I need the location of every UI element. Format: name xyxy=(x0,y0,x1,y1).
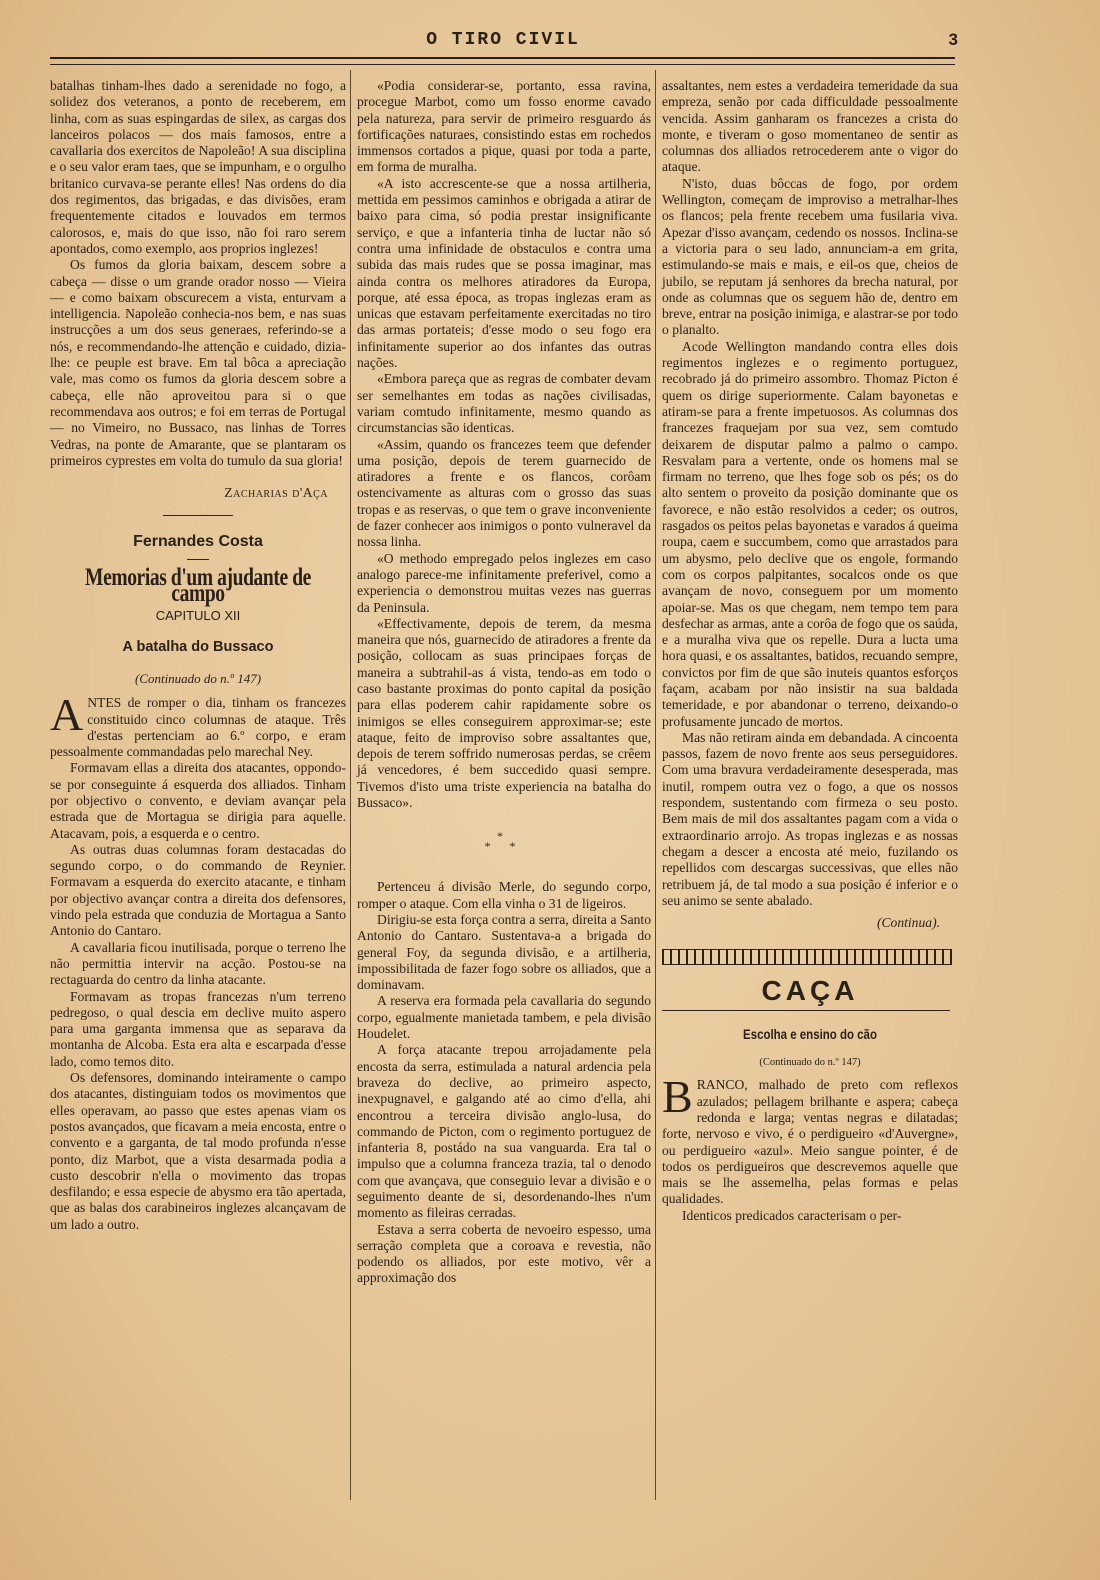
paragraph: A cavallaria ficou inutilisada, porque o terreno lhe não permittia intervir na acção. Postou-se na rectaguarda do centro da linha atacante. xyxy=(50,939,346,988)
asterism-bottom: * * xyxy=(484,839,524,854)
column-1 xyxy=(50,78,346,1233)
section-title: CAÇA xyxy=(761,975,859,1007)
author-divider xyxy=(187,559,209,560)
paragraph: A reserva era formada pela cavallaria do segundo corpo, egualmente manietada tambem, e pela divisão Houdelet. xyxy=(357,993,651,1042)
paragraph: A força atacante trepou arrojadamente pela encosta da serra, estimulada a natural ardencia pela braveza do declive, ao primeiro aspecto, inexpugnavel, e galgando até ao cimo d'ella, ahi encontrou a terceira divisão anglo-lusa, do commando de Picton, com o regimento portuguez de infanteria 8, postádo na sua vanguarda. Era tal o impulso que a columna franceza trazia, tal o denodo com que avançava, que conseguio levar a divisão e o seguimento deante de si, desordenando-lhes n'um momento as fileiras cerradas. xyxy=(357,1042,651,1221)
chapter-title: A batalha do Bussaco xyxy=(122,638,274,655)
paragraph: batalhas tinham-lhes dado a serenidade no fogo, a solidez dos veteranos, a ponto de receberem, em linha, com as suas espingardas de silex, as cargas dos lanceiros polacos — dos mais famosos, entre a cavallaria dos exercitos de Napoleão! A sua disciplina e o seu valor eram taes, que se impunham, e o orgulho britanico curvava-se perante elles! Nas ordens do dia dos regimentos, das brigadas, e das divisões, eram frequentemente citados e louvados em termos calorosos, e, mais do que isso, não foi raro serem apontados, como exemplo, aos proprios inglezes! xyxy=(50,78,346,256)
column-divider-1 xyxy=(350,70,351,1500)
first-paragraph xyxy=(662,1071,958,1207)
paragraph: Os defensores, dominando inteiramente o campo dos atacantes, distinguiam todos os movimentos que elles operavam, ao passo que estes apenas viam os postos avançados, que ficavam a meia encosta, entre o convento e a garganta, de tal modo profunda n'esse ponto, diz Marbot, que a vista desarmada podia a custo descobrir n'ella o movimento das tropas desfilando; e essa especie de abysmo era tão apertada, que as balas dos carabineiros inglezes alcançavam de um lado a outro. xyxy=(50,1070,346,1232)
first-paragraph-text: RANCO, malhado de preto com reflexos azulados; pellagem brilhante e aspera; cabeça redonda e larga; ventas negras e dilatadas; forte, nervoso e vivo, é o perdigueiro «d'Auvergne», ou perdigueiro «azul». Meio sangue pointer, é de todos os perdigueiros que descrevemos aquelle que mais se lhe assemelha, pelas formas e pelas qualidades. xyxy=(662,1077,958,1207)
author-heading: Fernandes Costa xyxy=(133,533,263,551)
drop-cap: B xyxy=(662,1071,693,1123)
first-paragraph xyxy=(50,689,346,760)
chapter-label: CAPITULO XII xyxy=(155,608,241,624)
asterism-top: * xyxy=(497,829,511,844)
article-signature: Zacharias d'Aça xyxy=(224,485,328,501)
paragraph: Dirigiu-se esta força contra a serra, direita a Santo Antonio do Cantaro. Sustentava-a a brigada do general Foy, da segunda divisão, e a artilheria, impossibilitada de fazer fogo sobre os alliados, que a dominavam. xyxy=(357,911,651,993)
continues-note: (Continua). xyxy=(876,915,940,931)
paragraph: Os fumos da gloria baixam, descem sobre a cabeça — disse o um grande orador nosso — Vieira — e como baixam obscurecem a vista, enturvam a intelligencia. Napoleão conhecia-nos bem, e nas suas instrucções a um dos seus generaes, referindo-se a nós, e recommendando-lhe attenção e cuidado, dizia-lhe: ce peuple est brave. Em tal bôca a apreciação vale, mas como os fumos da gloria descem sobre a cabeça, elle não aproveitou para si o que recommendava aos outros; e foi em terras de Portugal — no Vimeiro, no Bussaco, nas linhas de Torres Vedras, na ponte de Amarante, que se plantaram os primeiros cyprestes em volta do tumulo da sua gloria! xyxy=(50,257,346,468)
continued-note: (Continuado do n.º 147) xyxy=(134,670,262,686)
masthead-rule xyxy=(50,57,955,65)
column-3 xyxy=(662,78,958,1224)
paragraph: Identicos predicados caracterisam o per- xyxy=(682,1207,902,1223)
paragraph: «Podia considerar-se, portanto, essa ravina, procegue Marbot, como um fosso enorme cavado pela natureza, para servir de primeiro resguardo ás fortificações naturaes, consistindo estas em rochedos immensos cortados a pique, quasi por toda a parte, em forma de muralha. xyxy=(357,78,651,175)
masthead xyxy=(48,28,958,58)
paragraph: «Assim, quando os francezes teem que defender uma posição, depois de terem guarnecido de atiradores a frente e os flancos, corôam ostencivamente as alturas com o grosso das suas tropas e as reservas, o que tem o grave inconveniente de fazer conhecer aos inimigos o ponto vulneravel da nossa linha. xyxy=(357,436,651,550)
section-divider xyxy=(163,515,233,516)
first-paragraph-text: NTES de romper o dia, tinham os francezes constituido cinco columnas de ataque. Três d'estas pertenciam ao 6.º corpo, e eram pessoalmente commandadas pelo marechal Ney. xyxy=(50,695,346,760)
paragraph: assaltantes, nem estes a verdadeira temeridade da sua empreza, senão por cada difficuldade pessoalmente vencida. Assim ganharam os francezes a crista do monte, e tiveram o goso momentaneo de sentir as columnas dos alliados retrocederem ante o vigor do ataque. xyxy=(662,78,958,175)
continued-note: (Continuado do n.º 147) xyxy=(759,1057,861,1069)
page-number: 3 xyxy=(948,30,958,49)
asterism xyxy=(357,829,651,854)
paragraph: Pertenceu á divisão Merle, do segundo corpo, romper o ataque. Com ella vinha o 31 de ligeiros. xyxy=(357,879,651,911)
paragraph: «Embora pareça que as regras de combater devam ser semelhantes em todas as nações civilisadas, variam comtudo infinitamente, mesmo quando as circumstancias são identicas. xyxy=(357,371,651,436)
paragraph: «Effectivamente, depois de terem, da mesma maneira que nós, guarnecido de atiradores a frente da posição, collocam as suas principaes forças de maneira a subtrahil-as á vista, tendo-as em todo o caso bastante proximas do ponto capital da posição para ellas poderem cahir rapidamente sobre os inimigos se elles conseguirem approximar-se; este ataque, feito de improviso sobre assaltantes que, depois de terem soffrido numerosas perdas, se crêem já vencedores, é bem succedido quasi sempre. Tivemos d'isto uma triste experiencia na batalha do Bussaco». xyxy=(357,615,651,811)
paragraph: As outras duas columnas foram destacadas do segundo corpo, o do commando de Reynier. Formavam a esquerda do exercito atacante, e tinham por objectivo avançar contra a direita dos defensores, vindo pela estrada que conduzia de Mortagua a Santo Antonio do Cantaro. xyxy=(50,841,346,939)
section-rule xyxy=(662,1010,950,1011)
paragraph: «O methodo empregado pelos inglezes em caso analogo parece-me infinitamente preferivel, como a experiencia o demonstrou muitas vezes nas guerras da Peninsula. xyxy=(357,550,651,615)
ornamental-divider xyxy=(662,949,952,965)
paragraph: N'isto, duas bôccas de fogo, por ordem Wellington, começam de improviso a metralhar-lhes os flancos; pela frente recebem uma fusilaria viva. Apezar d'isso avançam, cedendo os nossos. Inclina-se a victoria para o seu lado, annunciam-a em grita, estimulando-se mais e mais, e eil-os que, cheios de jubilo, se reputam já senhores da brecha natural, por onde as columnas que os seguem hão de, dentro em breve, entrar na posição inimiga, e alastrar-se por todo o planalto. xyxy=(662,175,958,338)
paragraph: Formavam as tropas francezas n'um terreno pedregoso, o qual descia em declive muito aspero para uma garganta immensa que as separava da montanha de Alcoba. Esta era alta e escarpada d'esse lado, como temos dito. xyxy=(50,988,346,1069)
column-2 xyxy=(357,78,651,1287)
paragraph: «A isto accrescente-se que a nossa artilheria, mettida em pessimos caminhos e obrigada a atirar de baixo para cima, só podia prestar insignificante serviço, e que a infanteria tinha de luctar não só contra uma infinidade de obstaculos e contra uma subida das mais rudes que se possa imaginar, mas ainda contra os melhores atiradores da Europa, porque, até essa época, as tropas inglezas eram as unicas que estavam perfeitamente exercitadas no tiro das armas portateis; d'esse modo o seu fogo era infinitamente superior ao dos infantes das outras nações. xyxy=(357,175,651,371)
paragraph: Formavam ellas a direita dos atacantes, oppondo-se por conseguinte á esquerda dos alliados. Tinham por objectivo o convento, e deviam avançar pela estrada que de Mortagua se dirigia para aquelle. Atacavam, pois, a esquerda e o centro. xyxy=(50,760,346,841)
paragraph: Estava a serra coberta de nevoeiro espesso, uma serração completa que a coroava e revestia, não podendo os alliados, por este motivo, vêr a approximação dos xyxy=(357,1221,651,1286)
article-subtitle: Escolha e ensino do cão xyxy=(743,1026,877,1042)
newspaper-title: O TIRO CIVIL xyxy=(426,30,580,50)
article-title: Memorias d'um ajudante de campo xyxy=(85,563,311,608)
paragraph: Acode Wellington mandando contra elles dois regimentos inglezes e o regimento portuguez, recobrado já do primeiro assombro. Thomaz Picton é quem os dirige superiormente. Calam bayonetas e atiram-se para a frente impetuosos. As columnas dos francezes fraquejam por sua vez, sem comtudo deixarem de disputar palmo a palmo o campo. Resvalam para a vertente, onde os homens mal se firmam no terreno, que lhes foge sob os pés; os do alto sentem o proveito da posição dominante que os favorece, e não estão resolvidos a ceder; os outros, rasgados os peitos pelas bayonetas e varados á queima roupa, caem e succumbem, como que arrastados para um abysmo, pelo declive que os engole, formando com os corpos palpitantes, socalcos onde os que avançam de novo, conseguem por um momento apoiar-se. Mas os que chegam, nem tempo tem para desfechar as armas, ante a corôa de fogo que os saúda, e a muralha viva que os repelle. Dura a lucta uma hora quasi, e os assaltantes, batidos, recuando sempre, convictos por fim de que são inuteis quantos esforços façam, acabam por não insistir na sua baldada temeridade, e por abandonar o terreno, deixando-o profusamente juncado de mortos. xyxy=(662,338,958,729)
paragraph: Mas não retiram ainda em debandada. A cincoenta passos, fazem de novo frente aos seus perseguidores. Com uma bravura verdadeiramente desesperada, mas inutil, rompem outra vez o fogo, a que os nossos respondem, sustentando com firmeza o seu posto. Bem mais de mil dos assaltantes pagam com a vida o extraordinario arrojo. As tropas inglezas e as nossas chegam a descer a encosta até meio, fuzilando os repellidos com descargas successivas, que elles não retribuem já, de tal modo a sua posição é inferior e o seu animo se sente abalado. xyxy=(662,729,958,908)
drop-cap: A xyxy=(50,689,84,741)
column-divider-2 xyxy=(655,70,656,1500)
